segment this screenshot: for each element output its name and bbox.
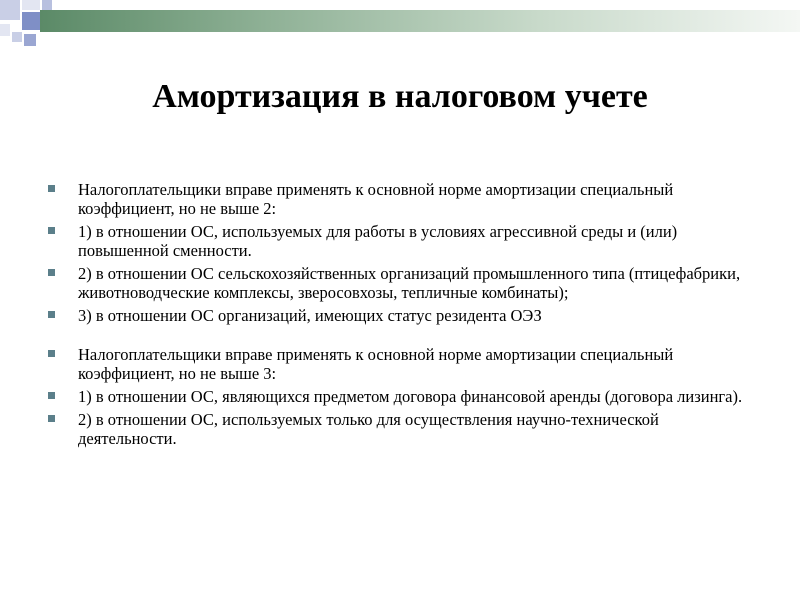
square-bullet-icon — [48, 392, 55, 399]
bullet-item — [48, 306, 748, 325]
bullet-text: 1) в отношении ОС, являющихся предметом договора финансовой аренды (договора лизинга). — [78, 387, 743, 406]
bullet-text: 2) в отношении ОС сельскохозяйственных организаций промышленного типа (птицефабрики, животноводческие комплексы, зверосовхозы, тепличные комбинаты); — [78, 264, 741, 302]
bullet-text: 3) в отношении ОС организаций, имеющих статус резидента ОЭЗ — [78, 306, 542, 325]
bullet-text: 1) в отношении ОС, используемых для работы в условиях агрессивной среды и (или) повышенной сменности. — [78, 222, 678, 260]
decor-square — [42, 0, 52, 10]
square-bullet-icon — [48, 350, 55, 357]
bullet-item — [48, 264, 748, 302]
bullet-item — [48, 410, 748, 448]
slide-title: Амортизация в налоговом учете — [152, 78, 648, 115]
bullet-text: Налогоплательщики вправе применять к основной норме амортизации специальный коэффициент, но не выше 3: — [78, 345, 674, 383]
decor-square — [0, 24, 10, 36]
bullet-item — [48, 345, 748, 383]
square-bullet-icon — [48, 415, 55, 422]
square-bullet-icon — [48, 227, 55, 234]
decor-square — [0, 0, 20, 20]
square-bullet-icon — [48, 269, 55, 276]
decor-square — [24, 34, 36, 46]
decor-square — [12, 32, 22, 42]
gradient-header-bar — [40, 10, 800, 32]
bullet-item — [48, 387, 748, 406]
top-decorative-band — [0, 0, 800, 40]
square-bullet-icon — [48, 311, 55, 318]
bullet-text: 2) в отношении ОС, используемых только для осуществления научно-технической деятельности. — [78, 410, 659, 448]
bullet-list — [48, 180, 748, 452]
bullet-item — [48, 180, 748, 218]
bullet-text: Налогоплательщики вправе применять к основной норме амортизации специальный коэффициент, но не выше 2: — [78, 180, 674, 218]
decor-square — [22, 12, 40, 30]
bullet-item — [48, 222, 748, 260]
decor-square — [22, 0, 40, 10]
square-bullet-icon — [48, 185, 55, 192]
